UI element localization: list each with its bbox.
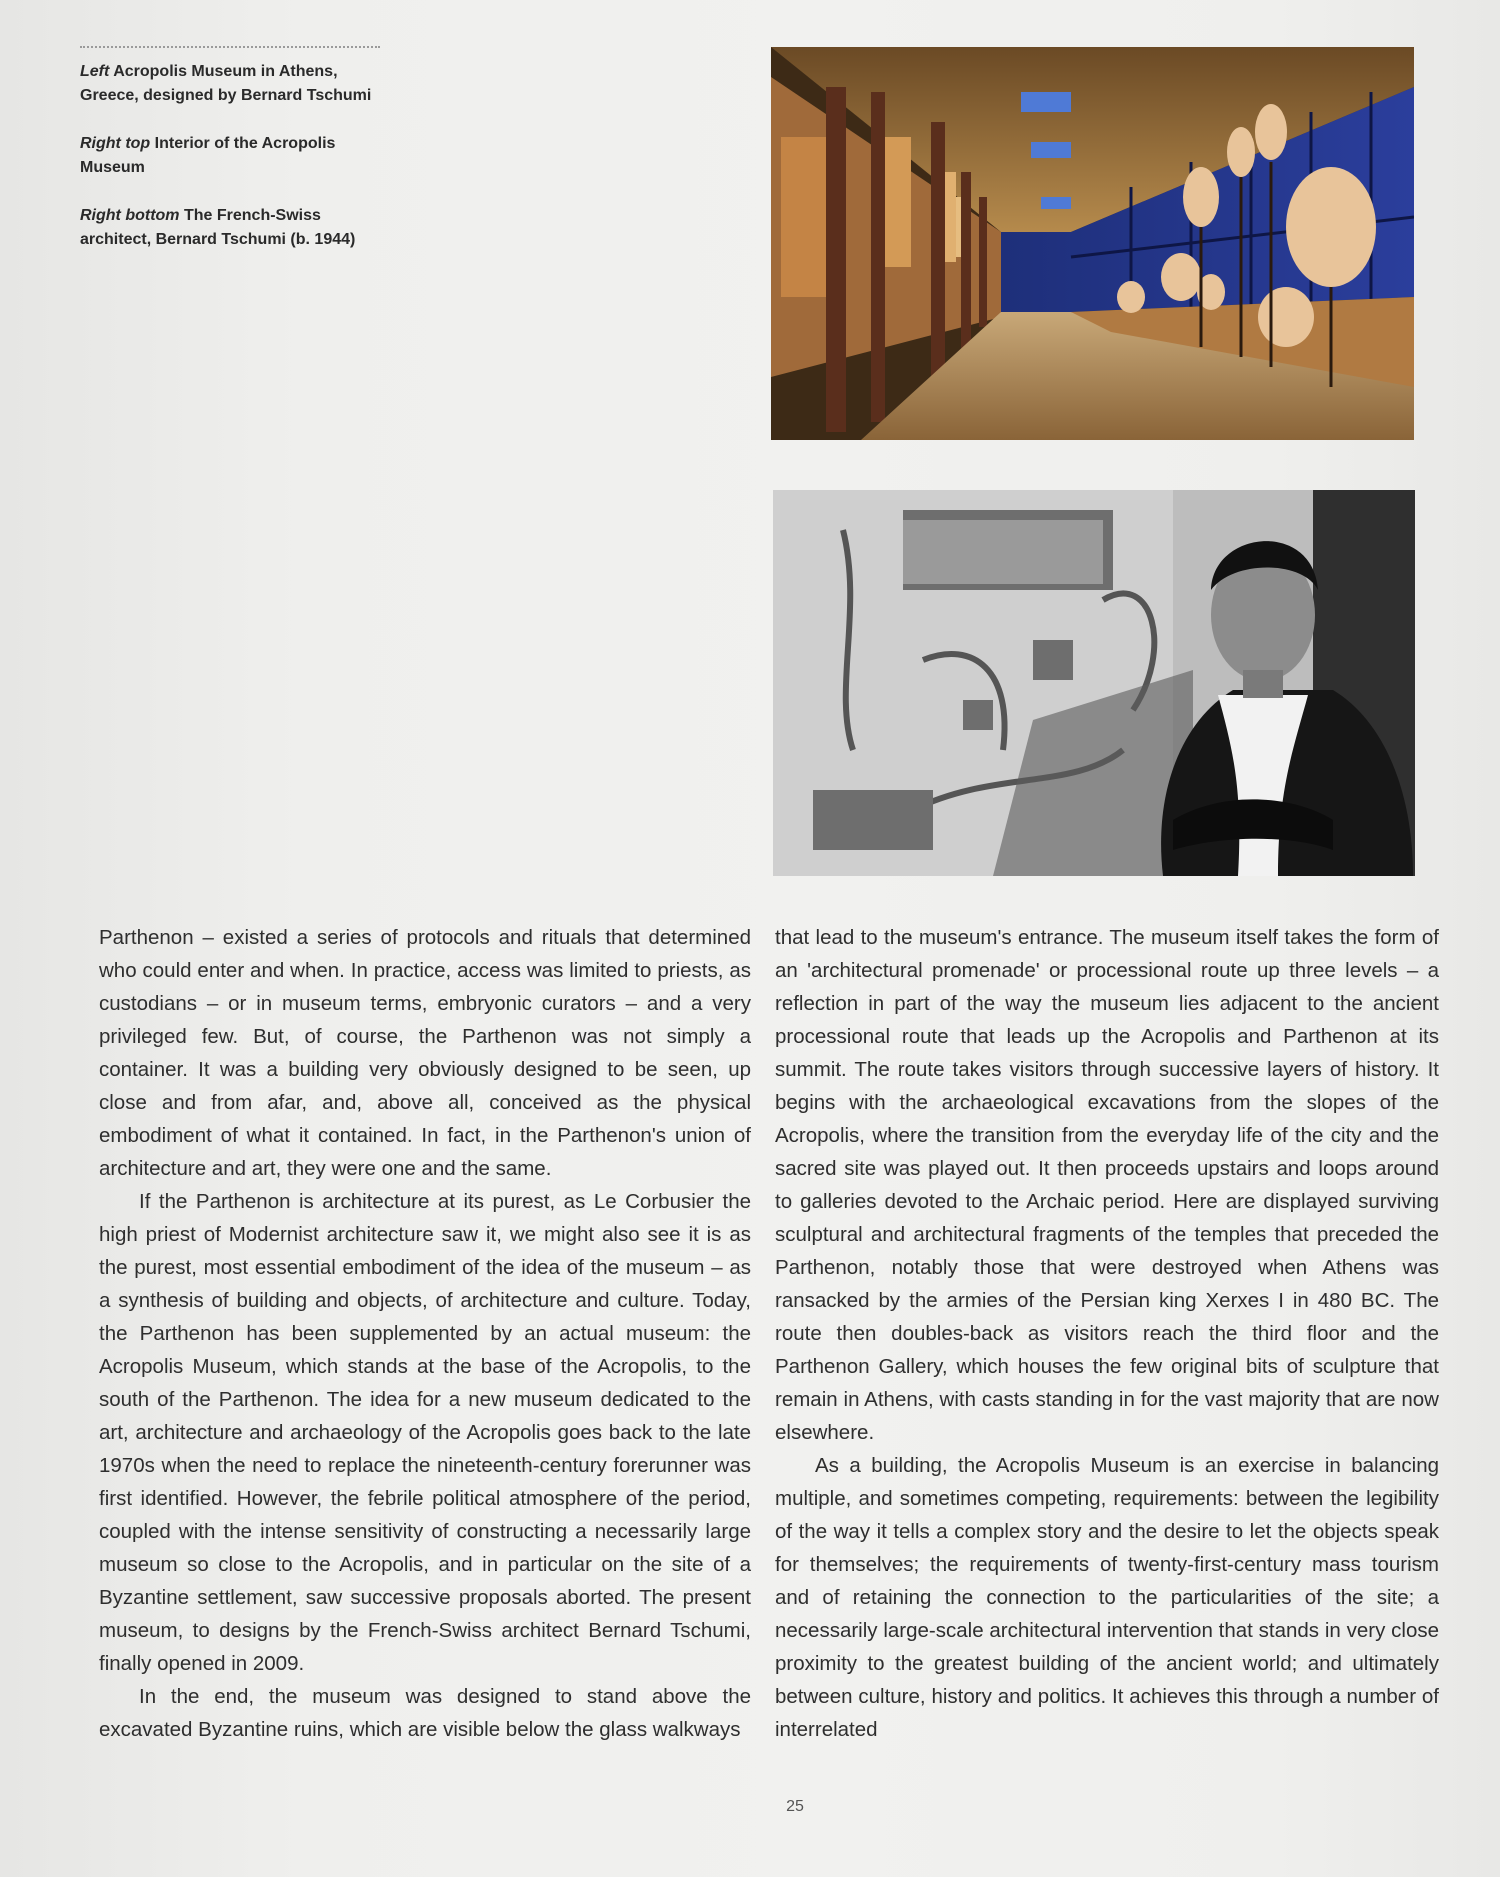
- body-text-right-column: [775, 921, 1439, 1746]
- caption-label: Right bottom: [80, 207, 180, 224]
- body-text-left-column: [99, 921, 751, 1746]
- caption-left: [80, 60, 380, 108]
- paragraph: Parthenon – existed a series of protocols and rituals that determined who could enter and when. In practice, access was limited to priests, as custodians – or in museum terms, embryonic curators – and a very privileged few. But, of course, the Parthenon was not simply a container. It was a building very obviously designed to be seen, up close and from afar, and, above all, conceived as the physical embodiment of what it contained. In fact, in the Parthenon's union of architecture and art, they were one and the same.: [99, 926, 751, 1180]
- caption-text: The French-Swiss architect, Bernard Tschumi (b. 1944): [80, 207, 356, 248]
- caption-label: Right top: [80, 135, 151, 152]
- museum-interior-photo: [771, 47, 1414, 440]
- photo-captions: [80, 46, 380, 276]
- caption-right-bottom: [80, 204, 380, 252]
- museum-interior-illustration: [771, 47, 1414, 440]
- caption-label: Left: [80, 63, 110, 80]
- architect-portrait-illustration: [773, 490, 1415, 876]
- architect-portrait-photo: [773, 490, 1415, 876]
- paragraph: If the Parthenon is architecture at its purest, as Le Corbusier the high priest of Modernist architecture saw it, we might also see it is as the purest, most essential embodiment of the idea of the museum – as a synthesis of building and objects, of architecture and culture. Today, the Parthenon has been supplemented by an actual museum: the Acropolis Museum, which stands at the base of the Acropolis, to the south of the Parthenon. The idea for a new museum dedicated to the art, architecture and archaeology of the Acropolis goes back to the late 1970s when the need to replace the nineteenth-century forerunner was first identified. However, the febrile political atmosphere of the period, coupled with the intense sensitivity of constructing a necessarily large museum so close to the Acropolis, and in particular on the site of a Byzantine settlement, saw successive proposals aborted. The present museum, to designs by the French-Swiss architect Bernard Tschumi, finally opened in 2009.: [99, 1190, 751, 1675]
- caption-text: Acropolis Museum in Athens, Greece, designed by Bernard Tschumi: [80, 63, 372, 104]
- caption-text: Interior of the Acropolis Museum: [80, 135, 336, 176]
- page-number: 25: [786, 1798, 804, 1815]
- paragraph: In the end, the museum was designed to stand above the excavated Byzantine ruins, which are visible below the glass walkways: [99, 1685, 751, 1741]
- paragraph: As a building, the Acropolis Museum is an exercise in balancing multiple, and sometimes competing, requirements: between the legibility of the way it tells a complex story and the desire to let the objects speak for themselves; the requirements of twenty-first-century mass tourism and of retaining the connection to the particularities of the site; a necessarily large-scale architectural intervention that stands in very close proximity to the greatest building of the ancient world; and ultimately between culture, history and politics. It achieves this through a number of interrelated: [775, 1454, 1439, 1741]
- paragraph: that lead to the museum's entrance. The museum itself takes the form of an 'architectural promenade' or processional route up three levels – a reflection in part of the way the museum lies adjacent to the ancient processional route that leads up the Acropolis and Parthenon at its summit. The route takes visitors through successive layers of history. It begins with the archaeological excavations from the slopes of the Acropolis, where the transition from the everyday life of the city and the sacred site was played out. It then proceeds upstairs and loops around to galleries devoted to the Archaic period. Here are displayed surviving sculptural and architectural fragments of the temples that preceded the Parthenon, notably those that were destroyed when Athens was ransacked by the armies of the Persian king Xerxes I in 480 BC. The route then doubles-back as visitors reach the third floor and the Parthenon Gallery, which houses the few original bits of sculpture that remain in Athens, with casts standing in for the vast majority that are now elsewhere.: [775, 926, 1439, 1444]
- caption-right-top: [80, 132, 380, 180]
